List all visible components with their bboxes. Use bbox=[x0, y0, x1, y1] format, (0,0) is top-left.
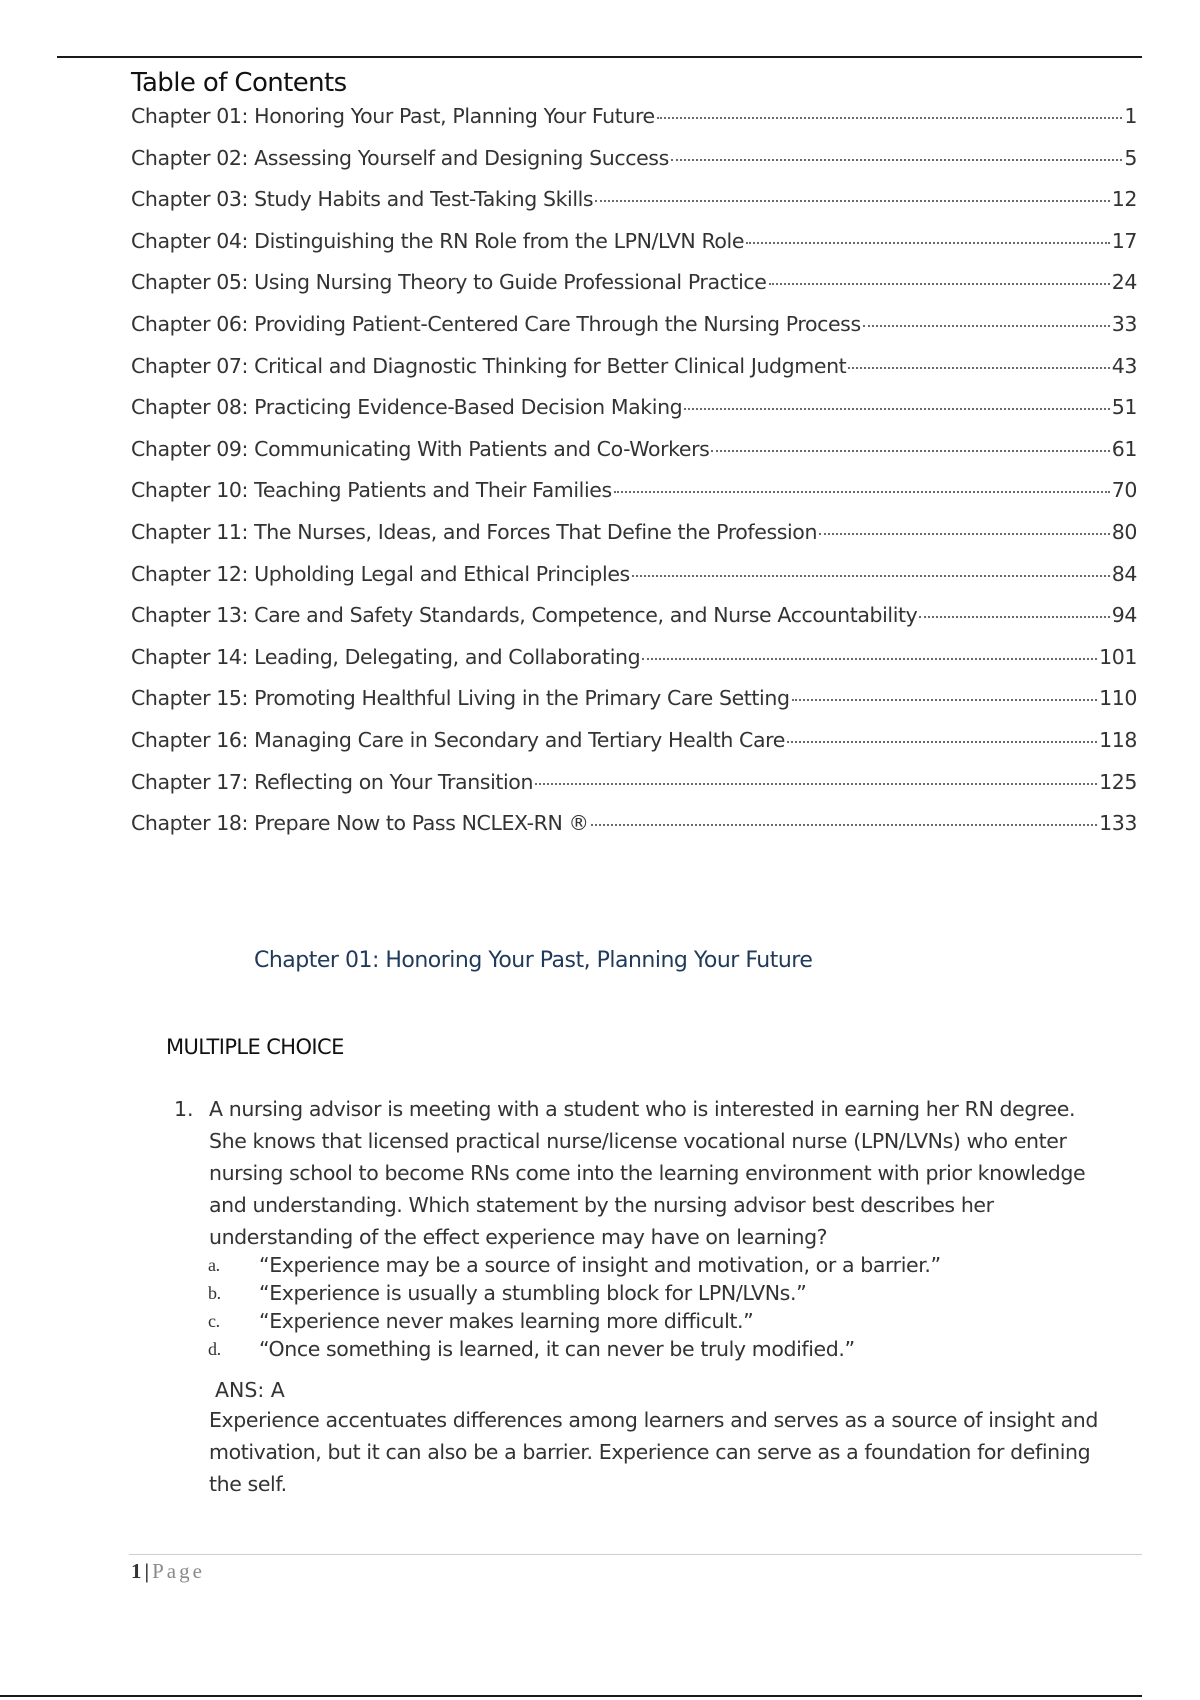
toc-entry[interactable] bbox=[131, 681, 1137, 723]
toc-dot-leader bbox=[769, 283, 1110, 285]
toc-dot-leader bbox=[657, 117, 1123, 119]
toc-dot-leader bbox=[711, 450, 1109, 452]
toc-entry[interactable] bbox=[131, 265, 1137, 307]
toc-entry-page: 12 bbox=[1111, 187, 1137, 212]
toc-dot-leader bbox=[792, 699, 1098, 701]
toc-entry[interactable] bbox=[131, 224, 1137, 266]
toc-entry-page: 1 bbox=[1124, 104, 1137, 128]
toc-dot-leader bbox=[535, 783, 1097, 785]
toc-dot-leader bbox=[632, 575, 1110, 577]
toc-entry-page: 101 bbox=[1099, 644, 1137, 669]
section-heading: MULTIPLE CHOICE bbox=[166, 1035, 344, 1059]
toc-entry-page: 51 bbox=[1111, 395, 1137, 420]
toc-entry-title: Chapter 11: The Nurses, Ideas, and Forces That Define the Profession bbox=[131, 519, 818, 544]
toc-entry[interactable] bbox=[131, 473, 1137, 515]
toc-entry-page: 17 bbox=[1111, 228, 1137, 253]
toc-dot-leader bbox=[746, 242, 1110, 244]
toc-entry-title: Chapter 14: Leading, Delegating, and Collaborating bbox=[131, 644, 641, 669]
footer-separator: | bbox=[144, 1559, 150, 1583]
toc-entry-title: Chapter 16: Managing Care in Secondary and Tertiary Health Care bbox=[131, 727, 785, 752]
toc-entry-page: 70 bbox=[1111, 478, 1137, 503]
toc-entry-title: Chapter 02: Assessing Yourself and Designing Success bbox=[131, 145, 669, 170]
toc-entry[interactable] bbox=[131, 723, 1137, 765]
toc-dot-leader bbox=[614, 491, 1110, 493]
bottom-rule bbox=[0, 1695, 1142, 1697]
footer-rule bbox=[129, 1554, 1142, 1555]
option-letter: d. bbox=[208, 1339, 221, 1359]
option-letter: a. bbox=[208, 1255, 220, 1275]
answer-key: ANS: A bbox=[215, 1378, 285, 1402]
toc-entry-page: 33 bbox=[1111, 311, 1137, 336]
toc-entry[interactable] bbox=[131, 598, 1137, 640]
toc-entry-page: 125 bbox=[1099, 769, 1137, 794]
toc-entry-page: 84 bbox=[1111, 561, 1137, 586]
question-stem: A nursing advisor is meeting with a student who is interested in earning her RN degree. She knows that licensed practical nurse/license vocational nurse (LPN/LVNs) who enter nursing school to become RNs come into the learning environment with prior knowledge and understanding. Which statement by the nursing advisor best describes her understanding of the effect experience may have on learning? bbox=[209, 1097, 1086, 1249]
toc-entry[interactable] bbox=[131, 141, 1137, 183]
question-number: 1. bbox=[174, 1097, 194, 1121]
toc-entry-title: Chapter 04: Distinguishing the RN Role from the LPN/LVN Role bbox=[131, 228, 745, 253]
option-text: “Experience never makes learning more difficult.” bbox=[259, 1309, 754, 1333]
toc-entry[interactable] bbox=[131, 515, 1137, 557]
toc-entry-title: Chapter 18: Prepare Now to Pass NCLEX-RN ® bbox=[131, 811, 589, 836]
toc-entry-page: 61 bbox=[1111, 436, 1137, 461]
toc-entry-title: Chapter 08: Practicing Evidence-Based Decision Making bbox=[131, 395, 683, 420]
toc-dot-leader bbox=[919, 616, 1109, 618]
toc-dot-leader bbox=[848, 367, 1109, 369]
toc-entry-page: 43 bbox=[1111, 353, 1137, 378]
footer-page-number: 1 bbox=[131, 1559, 142, 1583]
toc-dot-leader bbox=[591, 824, 1097, 826]
option-text: “Experience is usually a stumbling block for LPN/LVNs.” bbox=[259, 1281, 807, 1305]
toc-dot-leader bbox=[863, 325, 1110, 327]
toc-entry-page: 133 bbox=[1099, 811, 1137, 836]
toc-dot-leader bbox=[787, 741, 1097, 743]
toc-entry[interactable] bbox=[131, 806, 1137, 848]
option-letter: c. bbox=[208, 1311, 220, 1331]
toc-entry-page: 118 bbox=[1099, 727, 1137, 752]
toc-entry[interactable] bbox=[131, 349, 1137, 391]
toc-entry-title: Chapter 10: Teaching Patients and Their Families bbox=[131, 478, 612, 503]
toc-dot-leader bbox=[684, 408, 1109, 410]
toc-dot-leader bbox=[671, 159, 1122, 161]
toc-entry[interactable] bbox=[131, 765, 1137, 807]
toc-entry-title: Chapter 09: Communicating With Patients and Co-Workers bbox=[131, 436, 710, 461]
toc-entry-page: 5 bbox=[1124, 145, 1137, 170]
chapter-heading: Chapter 01: Honoring Your Past, Planning Your Future bbox=[254, 948, 813, 973]
toc-entry-title: Chapter 12: Upholding Legal and Ethical Principles bbox=[131, 561, 630, 586]
toc-entry-page: 110 bbox=[1099, 686, 1137, 711]
top-rule bbox=[57, 56, 1142, 58]
toc-entry-page: 80 bbox=[1111, 519, 1137, 544]
toc-entry[interactable] bbox=[131, 182, 1137, 224]
toc-entry-title: Chapter 05: Using Nursing Theory to Guide Professional Practice bbox=[131, 270, 767, 295]
toc-list bbox=[131, 99, 1137, 848]
toc-entry-title: Chapter 06: Providing Patient-Centered Care Through the Nursing Process bbox=[131, 311, 861, 336]
toc-title: Table of Contents bbox=[131, 68, 347, 98]
answer-rationale: Experience accentuates differences among learners and serves as a source of insight and motivation, but it can also be a barrier. Experience can serve as a foundation for defining the self. bbox=[209, 1408, 1099, 1496]
toc-entry-title: Chapter 13: Care and Safety Standards, Competence, and Nurse Accountability bbox=[131, 603, 918, 628]
toc-entry-page: 94 bbox=[1111, 603, 1137, 628]
toc-entry[interactable] bbox=[131, 307, 1137, 349]
toc-entry[interactable] bbox=[131, 640, 1137, 682]
toc-entry[interactable] bbox=[131, 390, 1137, 432]
toc-dot-leader bbox=[595, 200, 1109, 202]
toc-entry-page: 24 bbox=[1111, 270, 1137, 295]
toc-entry-title: Chapter 03: Study Habits and Test-Taking Skills bbox=[131, 187, 594, 212]
toc-dot-leader bbox=[819, 533, 1110, 535]
option-text: “Experience may be a source of insight and motivation, or a barrier.” bbox=[259, 1253, 941, 1277]
toc-dot-leader bbox=[642, 658, 1097, 660]
option-text: “Once something is learned, it can never be truly modified.” bbox=[259, 1337, 855, 1361]
toc-entry[interactable] bbox=[131, 99, 1137, 141]
option-letter: b. bbox=[208, 1283, 221, 1303]
footer-page-label: Page bbox=[152, 1559, 205, 1583]
toc-entry-title: Chapter 07: Critical and Diagnostic Thinking for Better Clinical Judgment bbox=[131, 353, 847, 378]
toc-entry[interactable] bbox=[131, 432, 1137, 474]
page-footer bbox=[131, 1557, 205, 1585]
toc-entry-title: Chapter 17: Reflecting on Your Transition bbox=[131, 769, 534, 794]
toc-entry[interactable] bbox=[131, 557, 1137, 599]
toc-entry-title: Chapter 01: Honoring Your Past, Planning Your Future bbox=[131, 104, 655, 128]
toc-entry-title: Chapter 15: Promoting Healthful Living in the Primary Care Setting bbox=[131, 686, 790, 711]
